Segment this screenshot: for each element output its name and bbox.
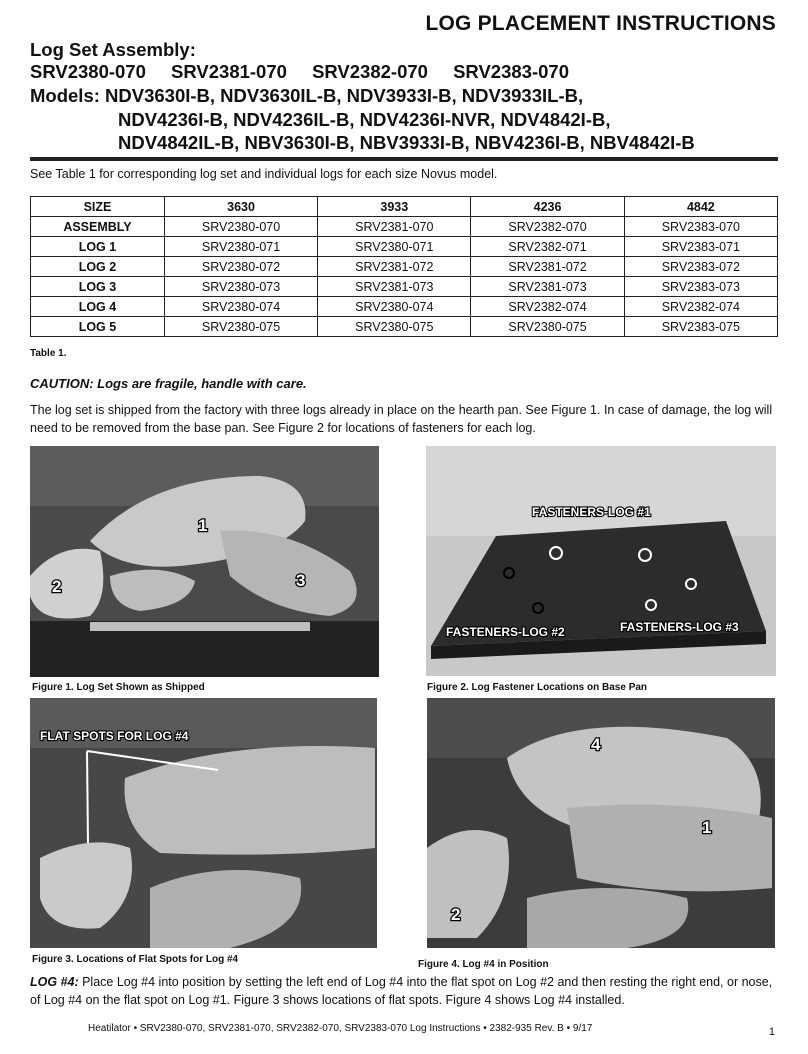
table-cell: LOG 3 <box>31 277 165 297</box>
srv-code: SRV2382-070 <box>312 61 428 82</box>
table-cell: SRV2380-075 <box>318 317 471 337</box>
table-cell: SRV2381-072 <box>318 257 471 277</box>
table-cell: SRV2382-074 <box>471 297 624 317</box>
table-header-row <box>31 197 778 217</box>
table-cell: SRV2383-071 <box>624 237 777 257</box>
log4-label: LOG #4: <box>30 975 79 989</box>
srv-code: SRV2380-070 <box>30 61 146 82</box>
intro-paragraph: The log set is shipped from the factory with three logs already in place on the hearth pan. See Figure 1. In case of damage, the log will need to be removed from the base pan. See Figure 2 for locations of fasteners for each log. <box>30 403 773 435</box>
log4-instructions <box>30 973 780 1009</box>
figure-2-caption: Figure 2. Log Fastener Locations on Base Pan <box>427 682 648 693</box>
table-row <box>31 277 778 297</box>
figure-2-photo <box>426 446 776 676</box>
table-cell: SRV2383-072 <box>624 257 777 277</box>
table-cell: SRV2380-072 <box>164 257 317 277</box>
page-number: 1 <box>768 1026 775 1038</box>
figure-4-label: 2 <box>451 905 461 924</box>
figure-1-caption: Figure 1. Log Set Shown as Shipped <box>32 682 205 693</box>
figure-4-label: 4 <box>591 735 601 754</box>
assembly-codes <box>30 61 589 83</box>
figure-1-photo <box>30 446 379 677</box>
table-cell: SRV2380-073 <box>164 277 317 297</box>
table-cell: SRV2380-075 <box>471 317 624 337</box>
table-cell: SRV2380-074 <box>164 297 317 317</box>
log-set-table <box>30 196 778 337</box>
table-cell: SRV2380-071 <box>164 237 317 257</box>
table-cell: LOG 1 <box>31 237 165 257</box>
table-cell: SRV2382-071 <box>471 237 624 257</box>
figure-4-photo <box>427 698 775 948</box>
table-cell: SRV2381-070 <box>318 217 471 237</box>
caution-note: CAUTION: Logs are fragile, handle with care. <box>30 376 307 391</box>
figure-1-label: 2 <box>52 577 62 596</box>
table-row <box>31 237 778 257</box>
table-row <box>31 297 778 317</box>
figure-3-photo <box>30 698 377 948</box>
table-cell: SRV2382-074 <box>624 297 777 317</box>
figure-1-label: 3 <box>296 571 306 590</box>
models-line: NDV4236I-B, NDV4236IL-B, NDV4236I-NVR, NDV4842I-B, <box>118 108 611 130</box>
models-list <box>30 84 695 155</box>
table-cell: SRV2383-075 <box>624 317 777 337</box>
models-line: NDV4842IL-B, NBV3630I-B, NBV3933I-B, NBV4236I-B, NBV4842I-B <box>118 132 695 153</box>
table-header-cell: 4236 <box>471 197 624 217</box>
table-cell: SRV2381-073 <box>318 277 471 297</box>
table-cell: SRV2380-074 <box>318 297 471 317</box>
table-cell: SRV2380-071 <box>318 237 471 257</box>
table-row <box>31 317 778 337</box>
figure-2-label: FASTENERS-LOG #2 <box>446 625 565 639</box>
log4-text: Place Log #4 into position by setting the left end of Log #4 into the flat spot on Log #2 and then resting the right end, or nose, of Log #4 on the flat spot on Log #1. Figure 3 shows locations of flat spots. Figure 4 shows Log #4 installed. <box>30 975 773 1007</box>
figure-4-caption: Figure 4. Log #4 in Position <box>418 959 549 970</box>
table-cell: SRV2380-075 <box>164 317 317 337</box>
figure-1-label: 1 <box>198 516 208 535</box>
figure-4-label: 1 <box>702 818 712 837</box>
table-cell: SRV2383-070 <box>624 217 777 237</box>
figure-2-label: FASTENERS-LOG #3 <box>620 620 739 634</box>
table-cell: ASSEMBLY <box>31 217 165 237</box>
figure-3-label: FLAT SPOTS FOR LOG #4 <box>40 729 189 743</box>
srv-code: SRV2383-070 <box>453 61 569 82</box>
assembly-heading: Log Set Assembly: <box>30 39 196 60</box>
table-cell: SRV2380-070 <box>164 217 317 237</box>
footer-text: Heatilator • SRV2380-070, SRV2381-070, SRV2382-070, SRV2383-070 Log Instructions • 2382-935 Rev. B • 9/17 <box>88 1023 593 1034</box>
table-cell: SRV2383-073 <box>624 277 777 297</box>
figure-2-label: FASTENERS-LOG #1 <box>532 505 651 519</box>
table-row <box>31 257 778 277</box>
table-cell: LOG 4 <box>31 297 165 317</box>
table-caption: Table 1. <box>30 348 67 359</box>
table-cell: LOG 5 <box>31 317 165 337</box>
table-cell: SRV2382-070 <box>471 217 624 237</box>
table-cell: SRV2381-072 <box>471 257 624 277</box>
srv-code: SRV2381-070 <box>171 61 287 82</box>
figure-3-caption: Figure 3. Locations of Flat Spots for Log #4 <box>32 954 239 965</box>
page-title: LOG PLACEMENT INSTRUCTIONS <box>425 12 776 35</box>
table-header-cell: SIZE <box>31 197 165 217</box>
table-header-cell: 4842 <box>624 197 777 217</box>
table-header-cell: 3933 <box>318 197 471 217</box>
table-cell: SRV2381-073 <box>471 277 624 297</box>
table-header-cell: 3630 <box>164 197 317 217</box>
table-row <box>31 217 778 237</box>
header-divider <box>30 157 778 161</box>
intro-text: See Table 1 for corresponding log set and individual logs for each size Novus model. <box>30 167 498 181</box>
table-cell: LOG 2 <box>31 257 165 277</box>
models-line: Models: NDV3630I-B, NDV3630IL-B, NDV3933I-B, NDV3933IL-B, <box>30 85 584 106</box>
